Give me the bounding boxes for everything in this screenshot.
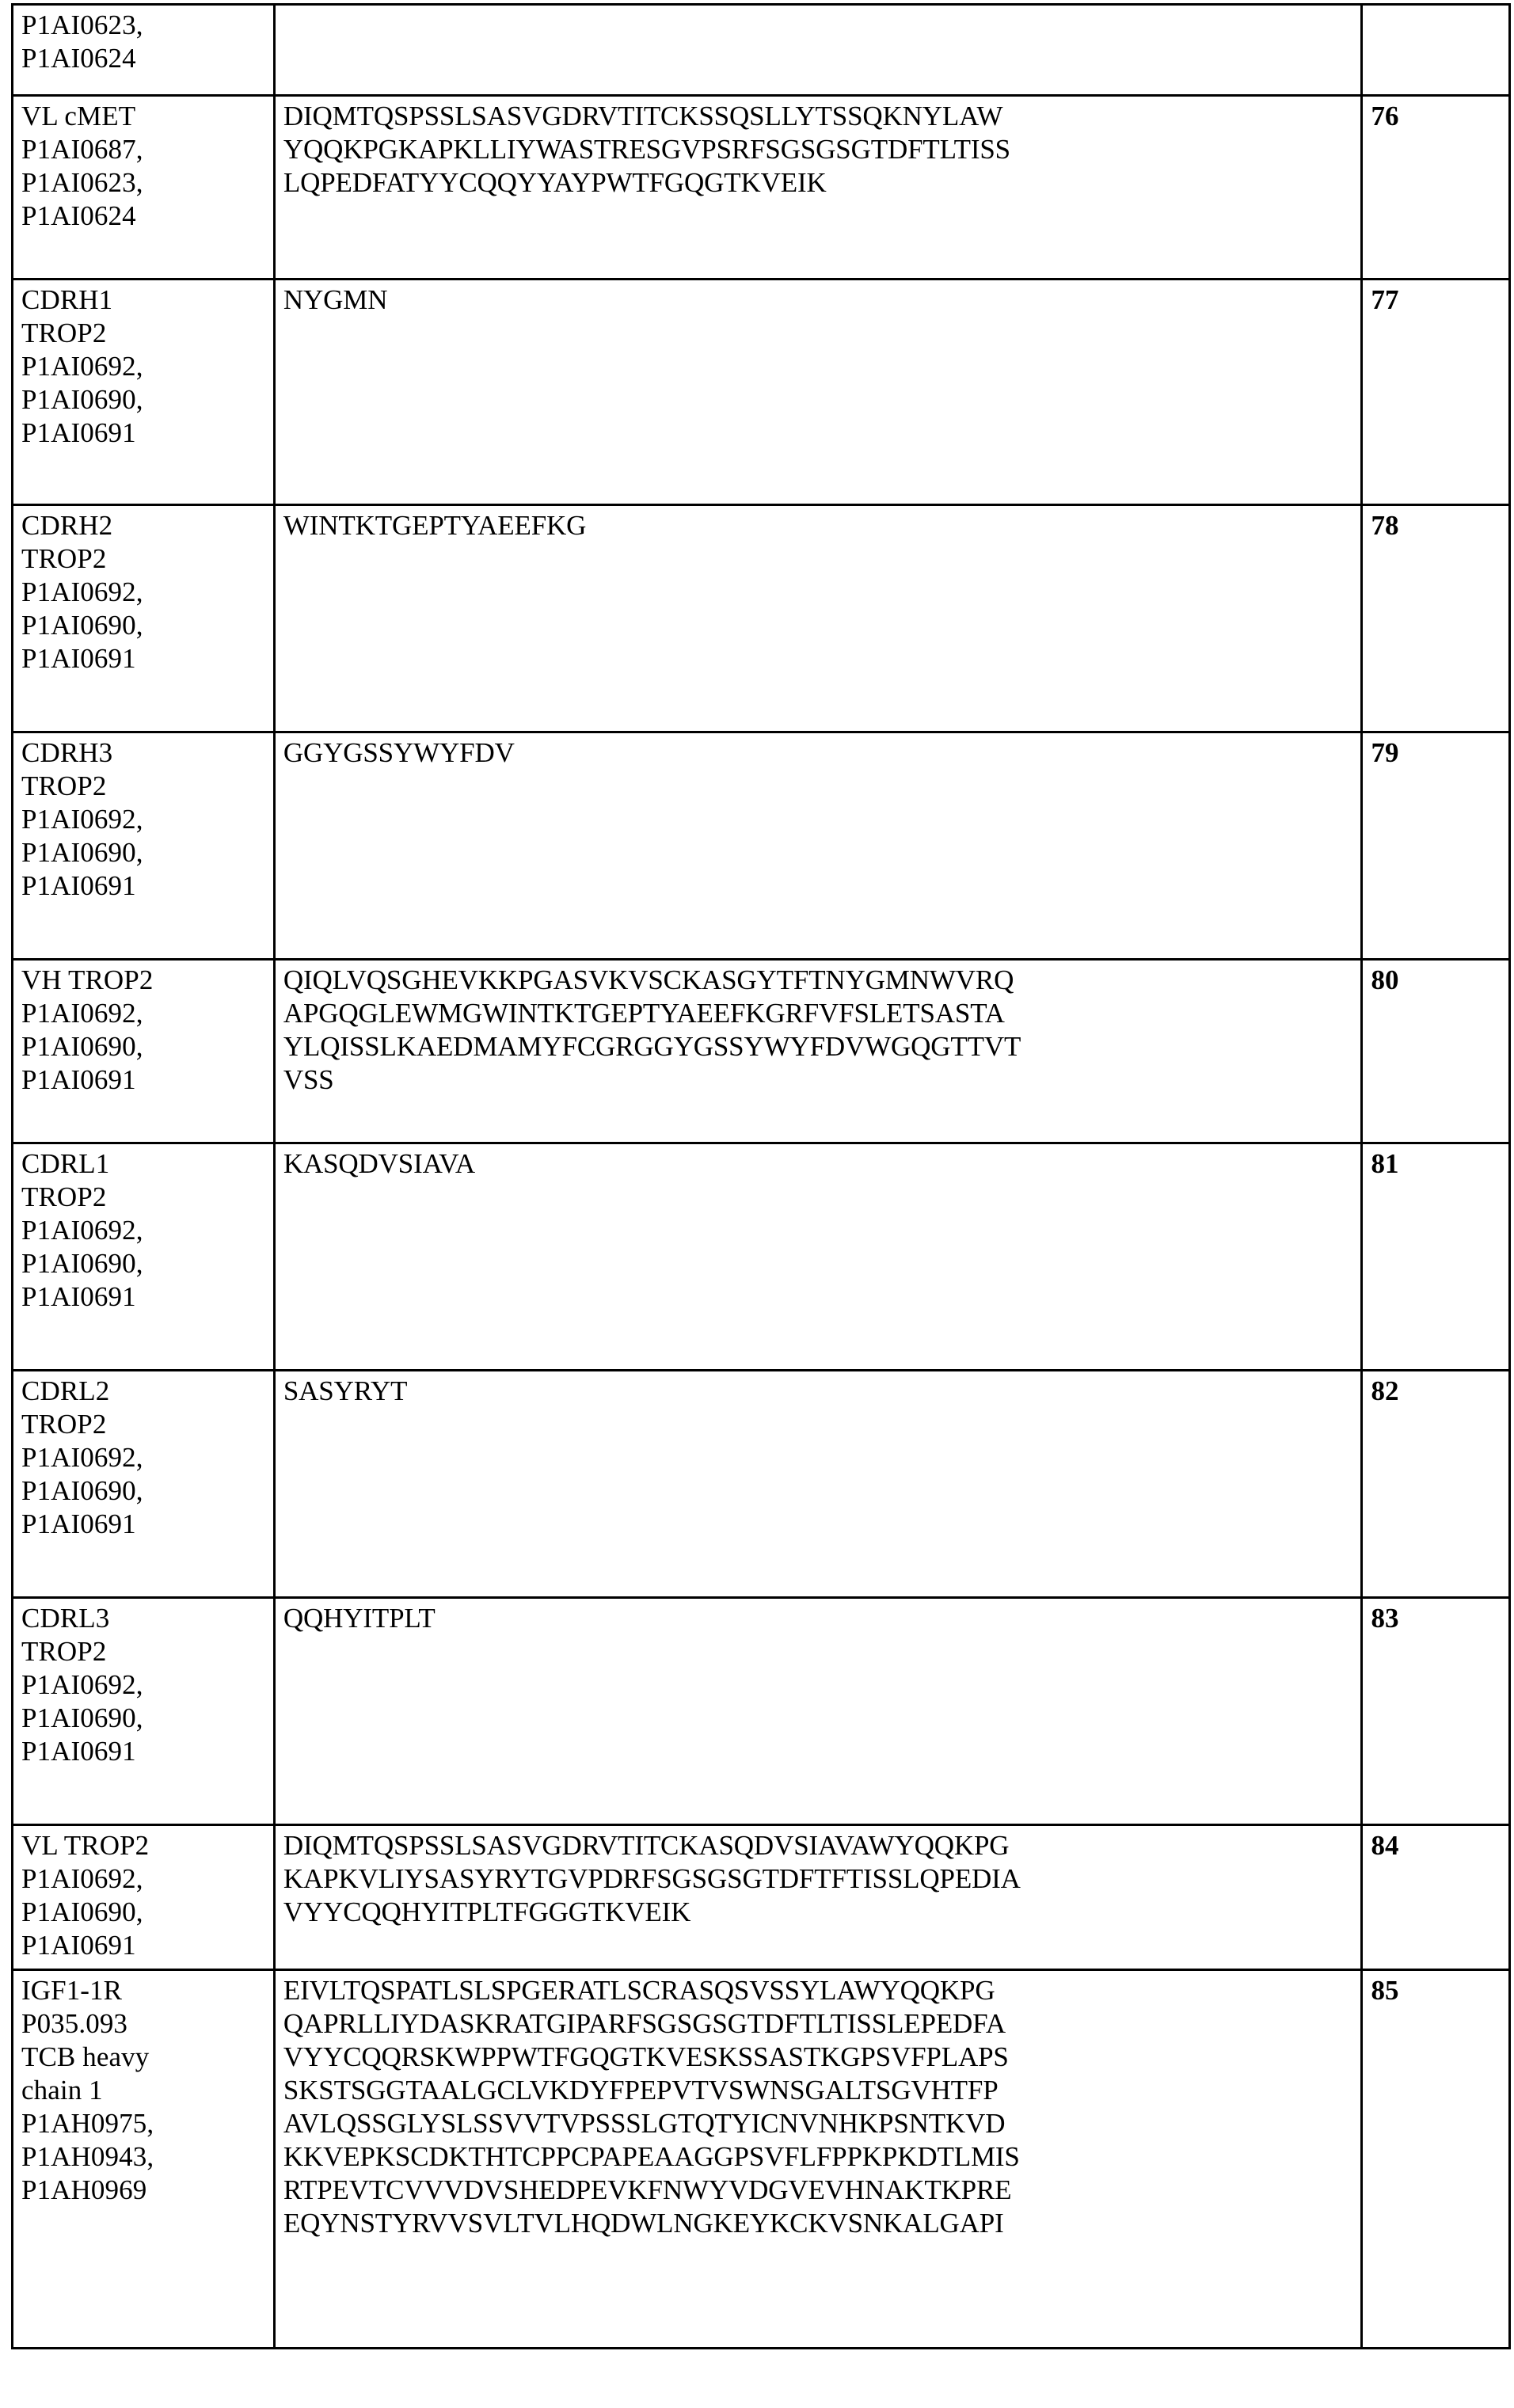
- amino-acid-sequence-cell: NYGMN: [274, 280, 1362, 505]
- sequence-name-cell: VL cMET P1AI0687, P1AI0623, P1AI0624: [13, 96, 275, 280]
- table-row: [13, 960, 1510, 1143]
- sequence-name-cell: CDRH3 TROP2 P1AI0692, P1AI0690, P1AI0691: [13, 732, 275, 960]
- table-row: [13, 1371, 1510, 1598]
- amino-acid-sequence-cell: DIQMTQSPSSLSASVGDRVTITCKASQDVSIAVAWYQQKPG KAPKVLIYSASYRYTGVPDRFSGSGSGTDFTFTISSLQPEDIA VYYCQQHYITPLTFGGGTKVEIK: [274, 1825, 1362, 1970]
- sequence-listing-table: [11, 3, 1511, 2349]
- seq-id-no-cell: 76: [1362, 96, 1510, 280]
- amino-acid-sequence-cell: KASQDVSIAVA: [274, 1143, 1362, 1371]
- seq-id-no-cell: [1362, 5, 1510, 96]
- sequence-name-cell: IGF1-1R P035.093 TCB heavy chain 1 P1AH0975, P1AH0943, P1AH0969: [13, 1970, 275, 2349]
- amino-acid-sequence-cell: GGYGSSYWYFDV: [274, 732, 1362, 960]
- table-row: [13, 732, 1510, 960]
- table-row: [13, 5, 1510, 96]
- sequence-name-cell: CDRL2 TROP2 P1AI0692, P1AI0690, P1AI0691: [13, 1371, 275, 1598]
- seq-id-no-cell: 78: [1362, 505, 1510, 732]
- sequence-name-cell: CDRL3 TROP2 P1AI0692, P1AI0690, P1AI0691: [13, 1598, 275, 1825]
- seq-id-no-cell: 80: [1362, 960, 1510, 1143]
- amino-acid-sequence-cell: DIQMTQSPSSLSASVGDRVTITCKSSQSLLYTSSQKNYLAW YQQKPGKAPKLLIYWASTRESGVPSRFSGSGSGTDFTLTISS LQPEDFATYYCQQYYAYPWTFGQGTKVEIK: [274, 96, 1362, 280]
- sequence-name-cell: CDRH2 TROP2 P1AI0692, P1AI0690, P1AI0691: [13, 505, 275, 732]
- seq-id-no-cell: 81: [1362, 1143, 1510, 1371]
- seq-id-no-cell: 84: [1362, 1825, 1510, 1970]
- seq-id-no-cell: 85: [1362, 1970, 1510, 2349]
- amino-acid-sequence-cell: EIVLTQSPATLSLSPGERATLSCRASQSVSSYLAWYQQKPG QAPRLLIYDASKRATGIPARFSGSGSGTDFTLTISSLEPEDFA VYYCQQRSKWPPWTFGQGTKVESKSSASTKGPSVFPLAPS SKSTSGGTAALGCLVKDYFPEPVTVSWNSGALTSGVHTFP AVLQSSGLYSLSSVVTVPSSSLGTQTYICNVNHKPSNTKVD KKVEPKSCDKTHTCPPCPAPEAAGGPSVFLFPPKPKDTLMIS RTPEVTCVVVDVSHEDPEVKFNWYVDGVEVHNAKTKPRE EQYNSTYRVVSVLTVLHQDWLNGKEYKCKVSNKALGAPI: [274, 1970, 1362, 2349]
- amino-acid-sequence-cell: SASYRYT: [274, 1371, 1362, 1598]
- table-row: [13, 1825, 1510, 1970]
- table-row: [13, 96, 1510, 280]
- table-row: [13, 1143, 1510, 1371]
- amino-acid-sequence-cell: [274, 5, 1362, 96]
- seq-id-no-cell: 79: [1362, 732, 1510, 960]
- sequence-name-cell: VL TROP2 P1AI0692, P1AI0690, P1AI0691: [13, 1825, 275, 1970]
- amino-acid-sequence-cell: QQHYITPLT: [274, 1598, 1362, 1825]
- amino-acid-sequence-cell: WINTKTGEPTYAEEFKG: [274, 505, 1362, 732]
- table-row: [13, 280, 1510, 505]
- amino-acid-sequence-cell: QIQLVQSGHEVKKPGASVKVSCKASGYTFTNYGMNWVRQ APGQGLEWMGWINTKTGEPTYAEEFKGRFVFSLETSASTA YLQISSLKAEDMAMYFCGRGGYGSSYWYFDVWGQGTTVT VSS: [274, 960, 1362, 1143]
- seq-id-no-cell: 77: [1362, 280, 1510, 505]
- sequence-name-cell: CDRH1 TROP2 P1AI0692, P1AI0690, P1AI0691: [13, 280, 275, 505]
- table-row: [13, 505, 1510, 732]
- seq-id-no-cell: 83: [1362, 1598, 1510, 1825]
- sequence-name-cell: P1AI0623, P1AI0624: [13, 5, 275, 96]
- table-body: [13, 5, 1510, 2349]
- patent-page: [0, 3, 1514, 2408]
- table-row: [13, 1598, 1510, 1825]
- seq-id-no-cell: 82: [1362, 1371, 1510, 1598]
- table-row: [13, 1970, 1510, 2349]
- sequence-name-cell: VH TROP2 P1AI0692, P1AI0690, P1AI0691: [13, 960, 275, 1143]
- sequence-name-cell: CDRL1 TROP2 P1AI0692, P1AI0690, P1AI0691: [13, 1143, 275, 1371]
